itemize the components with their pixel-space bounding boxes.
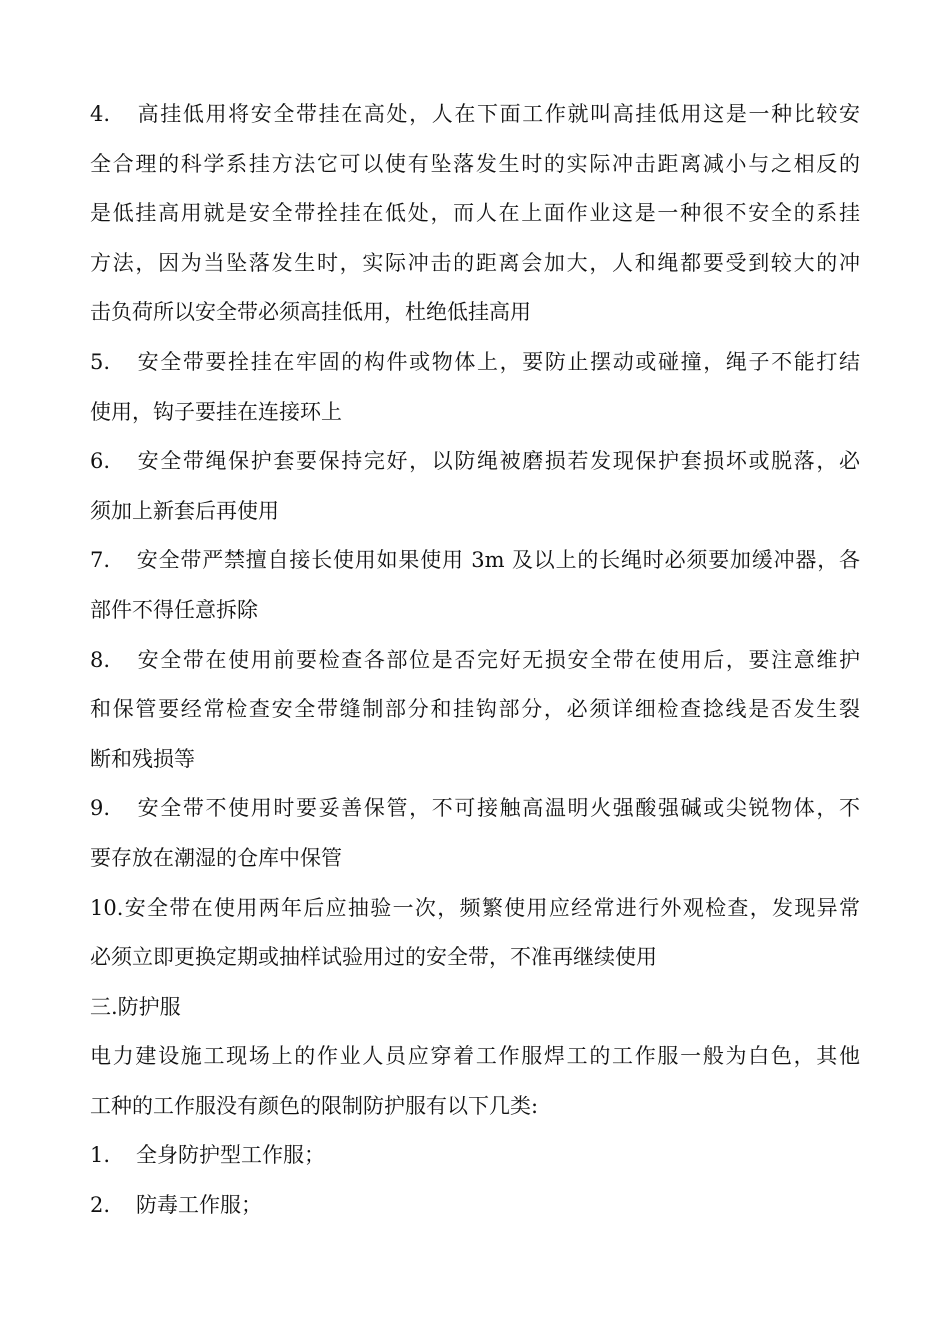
item-4-line-4: 方法，因为当坠落发生时，实际冲击的距离会加大，人和绳都要受到较大的冲 [90,250,860,275]
paragraph-text: 安全带严禁擅自接长使用如果使用 3m 及以上的长绳时必须要加缓冲器，各 [136,548,860,573]
section-intro-line-1: 电力建设施工现场上的作业人员应穿着工作服焊工的工作服一般为白色，其他 [90,1044,860,1069]
item-9-line-2: 要存放在潮湿的仓库中保管 [90,845,342,870]
document-page [90,90,860,1231]
paragraph-text: 安全带不使用时要妥善保管，不可接触高温明火强酸强碱或尖锐物体，不 [136,796,860,821]
list-number: 2. [90,1193,111,1218]
paragraph-text: 安全带在使用两年后应抽验一次，频繁使用应经常进行外观检查，发现异常 [123,895,860,920]
item-10-line-2: 必须立即更换定期或抽样试验用过的安全带，不准再继续使用 [90,945,657,970]
item-6-line-2: 须加上新套后再使用 [90,498,279,523]
item-6-line-1 [90,437,860,487]
item-4-line-5: 击负荷所以安全带必须高挂低用，杜绝低挂高用 [90,300,531,325]
item-7-line-1 [90,536,860,586]
item-number: 4. [90,102,111,126]
item-4-line-1 [90,90,860,140]
list-number: 1. [90,1143,111,1168]
list-item [90,1131,860,1181]
item-number: 8. [90,647,111,672]
paragraph-text: 安全带要拴挂在牢固的构件或物体上，要防止摆动或碰撞，绳子不能打结 [136,349,860,374]
paragraph-text: 安全带在使用前要检查各部位是否完好无损安全带在使用后，要注意维护 [136,647,860,672]
list-item [90,1181,860,1231]
item-9-line-1 [90,784,860,834]
list-text: 防毒工作服； [136,1193,262,1218]
item-7-line-2: 部件不得任意拆除 [90,597,258,622]
item-number: 5. [90,349,111,374]
item-number: 9. [90,796,111,821]
item-4-line-3: 是低挂高用就是安全带拴挂在低处，而人在上面作业这是一种很不安全的系挂 [90,201,860,226]
item-5-line-1 [90,338,860,388]
item-8-line-1 [90,636,860,686]
item-number: 10. [90,895,124,920]
section-heading: 三.防护服 [90,994,181,1019]
item-number: 6. [90,449,111,474]
item-number: 7. [90,548,111,573]
paragraph-text: 高挂低用将安全带挂在高处，人在下面工作就叫高挂低用这是一种比较安 [136,102,860,126]
item-5-line-2: 使用，钩子要挂在连接环上 [90,399,342,424]
list-text: 全身防护型工作服； [136,1143,325,1168]
item-8-line-2: 和保管要经常检查安全带缝制部分和挂钩部分，必须详细检查捻线是否发生裂 [90,697,860,722]
item-4-line-2: 全合理的科学系挂方法它可以使有坠落发生时的实际冲击距离减小与之相反的 [90,151,860,176]
paragraph-text: 安全带绳保护套要保持完好，以防绳被磨损若发现保护套损坏或脱落，必 [136,449,860,474]
section-intro-line-2: 工种的工作服没有颜色的限制防护服有以下几类: [90,1093,539,1118]
item-8-line-3: 断和残损等 [90,746,195,771]
item-10-line-1 [90,884,860,934]
